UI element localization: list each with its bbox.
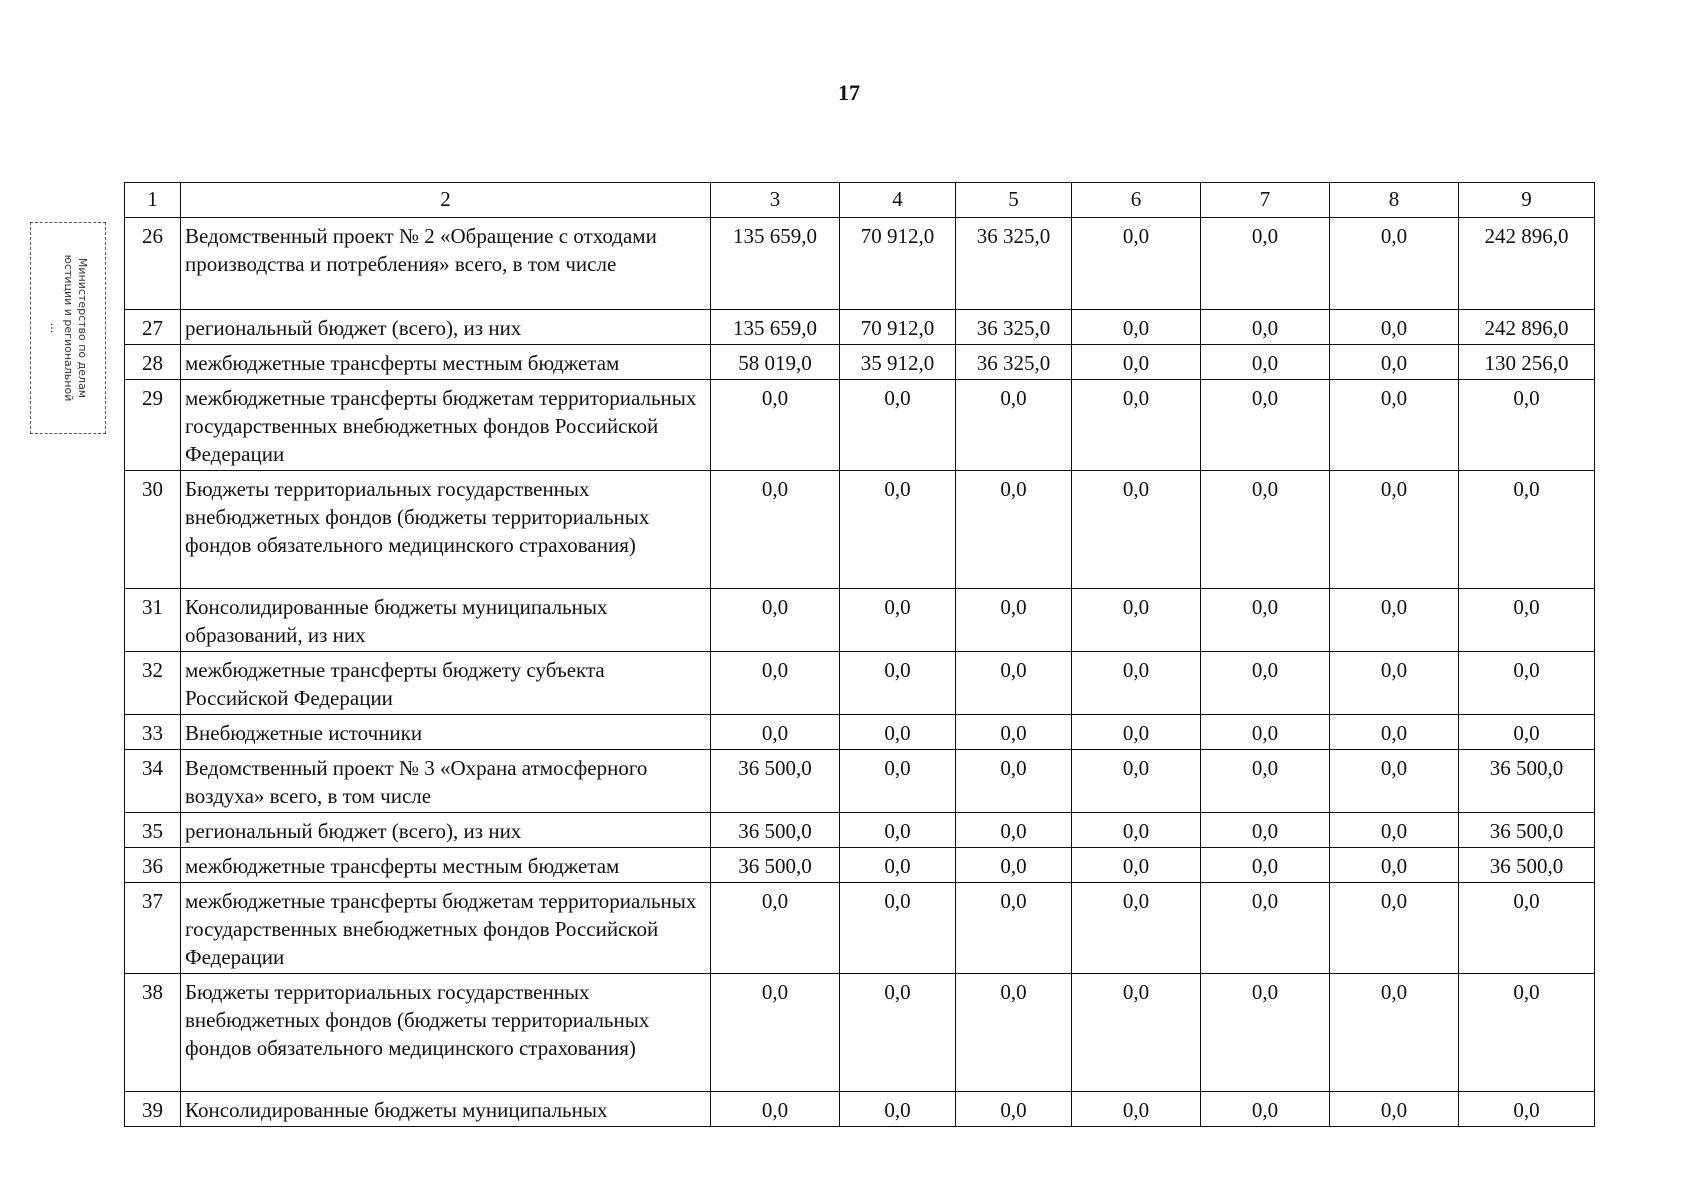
row-value: 242 896,0 xyxy=(1459,310,1595,345)
row-value: 0,0 xyxy=(1459,1092,1595,1127)
row-value: 36 500,0 xyxy=(1459,848,1595,883)
row-value: 0,0 xyxy=(711,715,840,750)
row-name: Бюджеты территориальных государственных внебюджетных фондов (бюджеты территориальных фондов обязательного медицинского страхования) xyxy=(181,974,711,1092)
row-number: 38 xyxy=(125,974,181,1092)
row-value: 0,0 xyxy=(1201,883,1330,974)
header-row xyxy=(125,183,1595,218)
row-name: межбюджетные трансферты местным бюджетам xyxy=(181,848,711,883)
row-name: Консолидированные бюджеты муниципальных образований, из них xyxy=(181,589,711,652)
row-name: межбюджетные трансферты бюджетам территориальных государственных внебюджетных фондов Российской Федерации xyxy=(181,883,711,974)
row-value: 0,0 xyxy=(956,883,1072,974)
row-value: 0,0 xyxy=(1330,974,1459,1092)
row-value: 0,0 xyxy=(1072,715,1201,750)
row-value: 0,0 xyxy=(1330,310,1459,345)
column-header: 2 xyxy=(181,183,711,218)
row-value: 36 500,0 xyxy=(711,813,840,848)
column-header: 7 xyxy=(1201,183,1330,218)
row-value: 0,0 xyxy=(1201,589,1330,652)
row-value: 0,0 xyxy=(1201,1092,1330,1127)
row-value: 0,0 xyxy=(1459,589,1595,652)
row-name: Бюджеты территориальных государственных внебюджетных фондов (бюджеты территориальных фондов обязательного медицинского страхования) xyxy=(181,471,711,589)
row-value: 0,0 xyxy=(711,883,840,974)
column-header: 8 xyxy=(1330,183,1459,218)
row-value: 0,0 xyxy=(1330,652,1459,715)
row-value: 0,0 xyxy=(956,471,1072,589)
row-value: 0,0 xyxy=(1330,750,1459,813)
row-value: 36 325,0 xyxy=(956,310,1072,345)
row-value: 0,0 xyxy=(956,652,1072,715)
row-value: 0,0 xyxy=(1072,848,1201,883)
row-value: 0,0 xyxy=(1072,883,1201,974)
table-row xyxy=(125,310,1595,345)
row-value: 0,0 xyxy=(1330,589,1459,652)
row-value: 0,0 xyxy=(1201,715,1330,750)
row-value: 35 912,0 xyxy=(840,345,956,380)
row-value: 0,0 xyxy=(1201,848,1330,883)
row-value: 0,0 xyxy=(1330,1092,1459,1127)
table-row xyxy=(125,380,1595,471)
row-value: 36 500,0 xyxy=(711,750,840,813)
row-number: 37 xyxy=(125,883,181,974)
row-number: 35 xyxy=(125,813,181,848)
table-row xyxy=(125,848,1595,883)
row-value: 0,0 xyxy=(840,883,956,974)
row-value: 0,0 xyxy=(840,750,956,813)
row-value: 0,0 xyxy=(711,589,840,652)
row-value: 0,0 xyxy=(1201,471,1330,589)
row-value: 0,0 xyxy=(956,589,1072,652)
row-value: 0,0 xyxy=(1330,883,1459,974)
row-number: 39 xyxy=(125,1092,181,1127)
side-stamp-text xyxy=(30,222,106,434)
column-header: 4 xyxy=(840,183,956,218)
row-value: 58 019,0 xyxy=(711,345,840,380)
row-value: 0,0 xyxy=(1201,813,1330,848)
row-value: 0,0 xyxy=(1459,471,1595,589)
row-value: 0,0 xyxy=(840,1092,956,1127)
row-value: 0,0 xyxy=(1330,813,1459,848)
row-name: Ведомственный проект № 2 «Обращение с отходами производства и потребления» всего, в том числе xyxy=(181,218,711,310)
row-name: региональный бюджет (всего), из них xyxy=(181,310,711,345)
row-value: 0,0 xyxy=(1201,345,1330,380)
row-name: межбюджетные трансферты бюджетам территориальных государственных внебюджетных фондов Российской Федерации xyxy=(181,380,711,471)
table-row xyxy=(125,715,1595,750)
row-number: 26 xyxy=(125,218,181,310)
side-stamp-line: ... xyxy=(48,322,61,334)
side-stamp-line: юстиции и региональной xyxy=(62,254,75,402)
budget-table xyxy=(124,182,1595,1127)
row-value: 0,0 xyxy=(840,652,956,715)
row-value: 0,0 xyxy=(1459,974,1595,1092)
row-value: 0,0 xyxy=(1072,813,1201,848)
row-value: 0,0 xyxy=(1072,471,1201,589)
row-value: 135 659,0 xyxy=(711,310,840,345)
row-value: 70 912,0 xyxy=(840,310,956,345)
table-row xyxy=(125,589,1595,652)
row-value: 0,0 xyxy=(1330,380,1459,471)
row-value: 0,0 xyxy=(956,974,1072,1092)
row-value: 0,0 xyxy=(1072,218,1201,310)
row-value: 0,0 xyxy=(1072,345,1201,380)
row-value: 0,0 xyxy=(840,715,956,750)
row-name: региональный бюджет (всего), из них xyxy=(181,813,711,848)
row-value: 0,0 xyxy=(956,1092,1072,1127)
row-value: 0,0 xyxy=(840,813,956,848)
row-value: 0,0 xyxy=(1459,883,1595,974)
row-value: 0,0 xyxy=(956,380,1072,471)
row-value: 0,0 xyxy=(956,715,1072,750)
row-value: 0,0 xyxy=(956,813,1072,848)
row-name: Консолидированные бюджеты муниципальных xyxy=(181,1092,711,1127)
row-value: 0,0 xyxy=(1459,715,1595,750)
row-value: 36 500,0 xyxy=(1459,750,1595,813)
row-value: 0,0 xyxy=(1072,974,1201,1092)
column-header: 5 xyxy=(956,183,1072,218)
table-row xyxy=(125,1092,1595,1127)
table-row xyxy=(125,813,1595,848)
row-number: 27 xyxy=(125,310,181,345)
table-row xyxy=(125,974,1595,1092)
row-value: 130 256,0 xyxy=(1459,345,1595,380)
row-value: 0,0 xyxy=(1072,750,1201,813)
row-number: 31 xyxy=(125,589,181,652)
column-header: 6 xyxy=(1072,183,1201,218)
row-value: 0,0 xyxy=(711,1092,840,1127)
row-value: 0,0 xyxy=(711,974,840,1092)
row-value: 0,0 xyxy=(1201,652,1330,715)
row-value: 135 659,0 xyxy=(711,218,840,310)
row-value: 0,0 xyxy=(1330,471,1459,589)
row-value: 0,0 xyxy=(1330,218,1459,310)
row-value: 0,0 xyxy=(956,750,1072,813)
row-value: 0,0 xyxy=(1201,974,1330,1092)
row-value: 0,0 xyxy=(1072,652,1201,715)
table-row xyxy=(125,750,1595,813)
row-value: 36 500,0 xyxy=(1459,813,1595,848)
row-name: Ведомственный проект № 3 «Охрана атмосферного воздуха» всего, в том числе xyxy=(181,750,711,813)
row-value: 0,0 xyxy=(1201,750,1330,813)
row-name: межбюджетные трансферты бюджету субъекта Российской Федерации xyxy=(181,652,711,715)
row-value: 36 500,0 xyxy=(711,848,840,883)
row-value: 36 325,0 xyxy=(956,218,1072,310)
row-value: 0,0 xyxy=(1201,380,1330,471)
row-value: 0,0 xyxy=(1459,380,1595,471)
row-value: 0,0 xyxy=(1072,1092,1201,1127)
row-value: 242 896,0 xyxy=(1459,218,1595,310)
row-number: 36 xyxy=(125,848,181,883)
row-value: 0,0 xyxy=(1330,848,1459,883)
row-value: 0,0 xyxy=(840,848,956,883)
row-value: 0,0 xyxy=(711,652,840,715)
row-value: 0,0 xyxy=(1201,310,1330,345)
row-value: 0,0 xyxy=(1459,652,1595,715)
table-row xyxy=(125,218,1595,310)
row-value: 0,0 xyxy=(956,848,1072,883)
table-row xyxy=(125,471,1595,589)
column-header: 9 xyxy=(1459,183,1595,218)
row-value: 0,0 xyxy=(840,380,956,471)
row-number: 33 xyxy=(125,715,181,750)
row-value: 0,0 xyxy=(840,589,956,652)
row-name: Внебюджетные источники xyxy=(181,715,711,750)
row-value: 70 912,0 xyxy=(840,218,956,310)
row-value: 0,0 xyxy=(1330,715,1459,750)
row-value: 0,0 xyxy=(840,974,956,1092)
table-row xyxy=(125,652,1595,715)
row-value: 0,0 xyxy=(711,471,840,589)
row-number: 30 xyxy=(125,471,181,589)
row-number: 32 xyxy=(125,652,181,715)
page-number: 17 xyxy=(838,80,860,105)
row-value: 36 325,0 xyxy=(956,345,1072,380)
row-value: 0,0 xyxy=(840,471,956,589)
side-stamp-line: Министерство по делам xyxy=(76,257,89,399)
row-value: 0,0 xyxy=(1201,218,1330,310)
row-number: 29 xyxy=(125,380,181,471)
side-stamp xyxy=(30,222,106,434)
column-header: 3 xyxy=(711,183,840,218)
row-value: 0,0 xyxy=(1072,310,1201,345)
table-row xyxy=(125,345,1595,380)
row-value: 0,0 xyxy=(1330,345,1459,380)
row-name: межбюджетные трансферты местным бюджетам xyxy=(181,345,711,380)
row-value: 0,0 xyxy=(1072,589,1201,652)
column-header: 1 xyxy=(125,183,181,218)
row-number: 28 xyxy=(125,345,181,380)
row-value: 0,0 xyxy=(711,380,840,471)
row-value: 0,0 xyxy=(1072,380,1201,471)
table-row xyxy=(125,883,1595,974)
row-number: 34 xyxy=(125,750,181,813)
table-body xyxy=(125,218,1595,1127)
